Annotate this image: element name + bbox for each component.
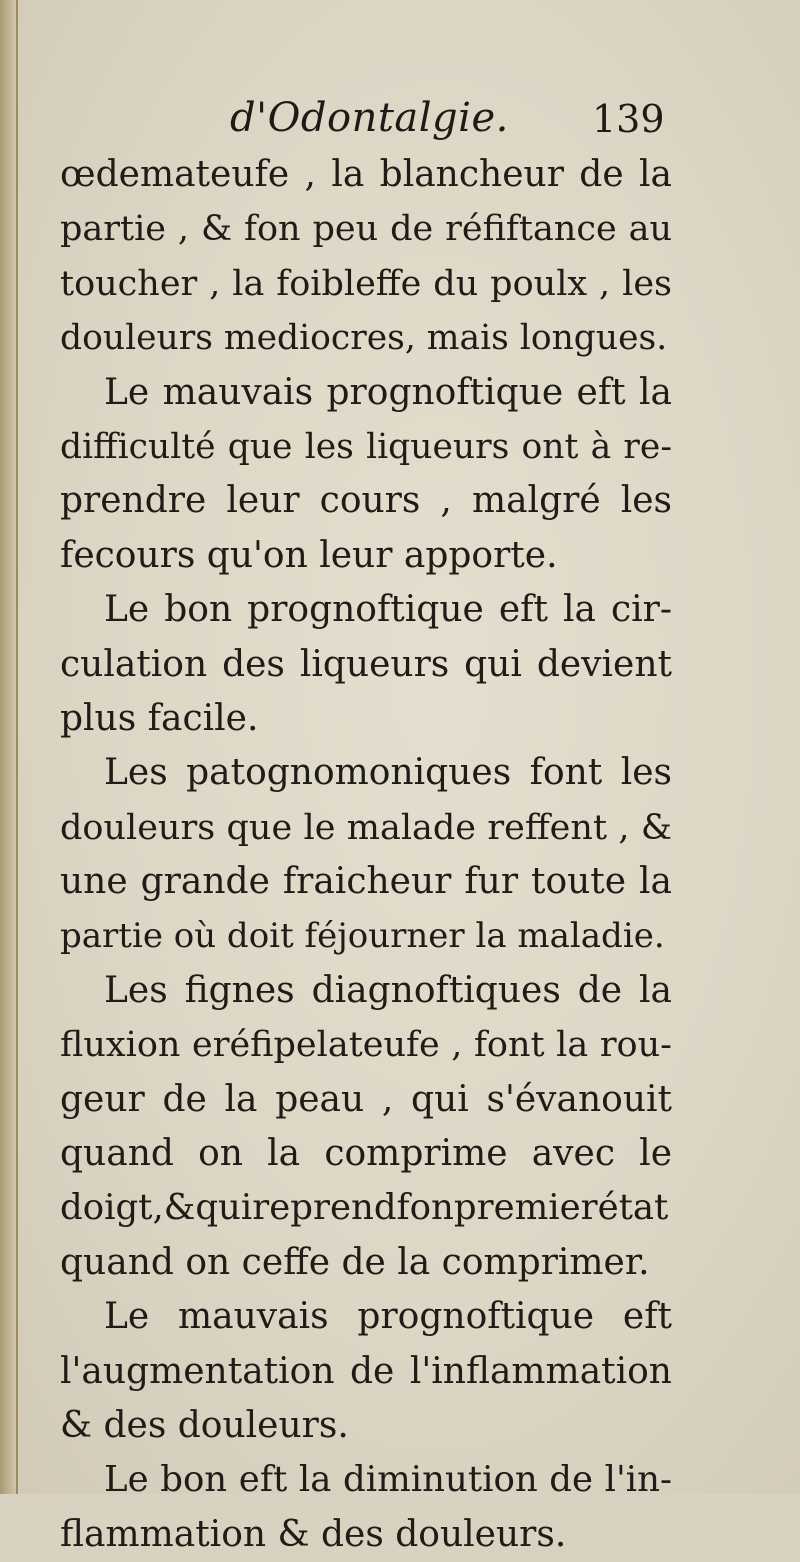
text-line: Les patognomoniques font les (104, 752, 672, 794)
text-line: l'augmentation de l'inflammation (60, 1350, 672, 1392)
text-line: Le bon prognoftique eft la cir- (104, 589, 672, 631)
text-line: prendre leur cours , malgré les (60, 480, 672, 522)
page-binding-edge (0, 0, 18, 1494)
text-line: Le mauvais prognoftique eft la (104, 371, 672, 413)
text-line: Le mauvais prognoftique eft (104, 1296, 672, 1338)
text-line: douleurs mediocres, mais longues. (60, 318, 668, 359)
text-line: fluxion eréfipelateufe , font la rou- (60, 1025, 672, 1066)
text-line: difficulté que les liqueurs ont à re- (60, 426, 672, 467)
running-head: d'Odontalgie. (230, 95, 509, 141)
text-line: quand on la comprime avec le (60, 1133, 672, 1175)
text-line: geur de la peau , qui s'évanouit (60, 1078, 672, 1120)
text-line: fecours qu'on leur apporte. (60, 534, 558, 576)
text-line: quand on ceffe de la comprimer. (60, 1241, 650, 1283)
text-line: Les fignes diagnoftiques de la (104, 969, 672, 1011)
text-line: douleurs que le malade reffent , & (60, 807, 672, 848)
text-line: une grande fraicheur fur toute la (60, 861, 672, 903)
text-line: plus facile. (60, 697, 259, 739)
text-line: Le bon eft la diminution de l'in- (104, 1459, 672, 1501)
text-line: & des douleurs. (60, 1404, 349, 1446)
text-line: partie , & fon peu de réfiftance au (60, 209, 672, 250)
page-number: 139 (592, 97, 665, 141)
text-line: toucher , la foibleffe du poulx , les (60, 263, 672, 304)
body-text (60, 148, 672, 1562)
text-line: flammation & des douleurs. (60, 1513, 567, 1555)
text-line: doigt,&quireprendfonpremierétat (60, 1187, 669, 1229)
text-line: œdemateufe , la blancheur de la (60, 154, 672, 195)
text-line: culation des liqueurs qui devient (60, 643, 672, 685)
text-line: partie où doit féjourner la maladie. (60, 916, 665, 957)
